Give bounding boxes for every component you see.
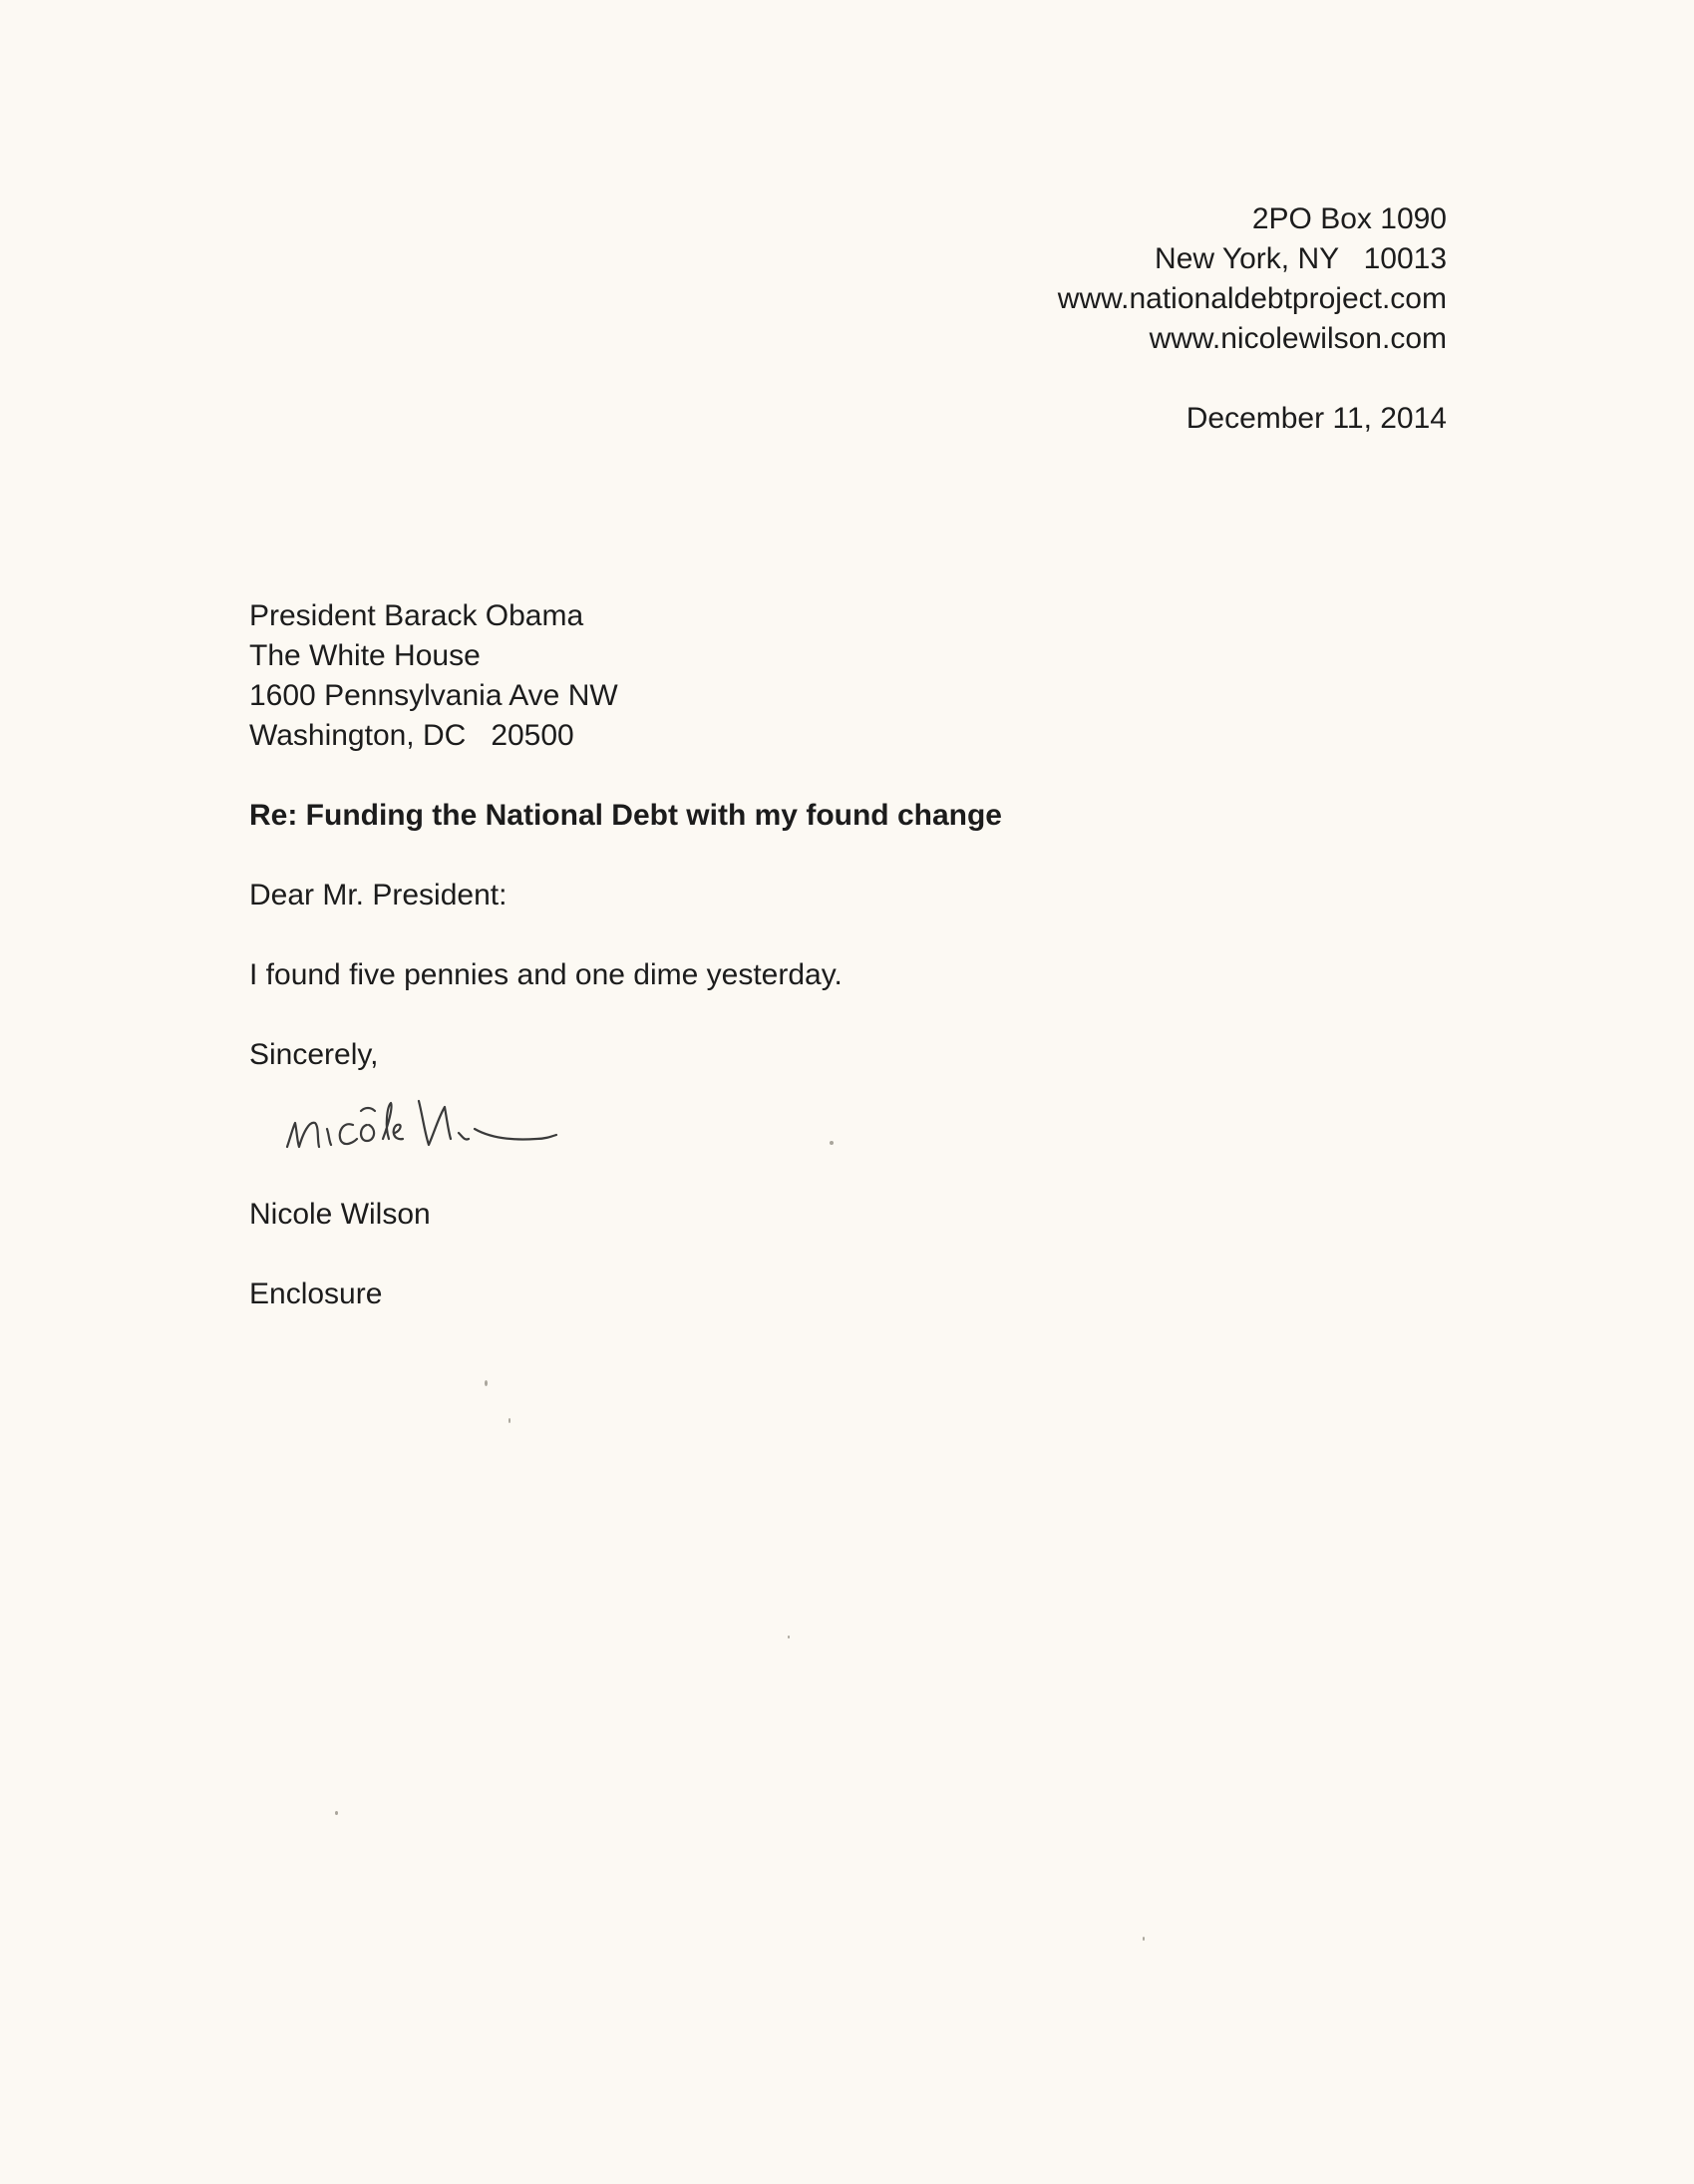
sender-address-line: www.nationaldebtproject.com <box>1057 282 1447 315</box>
sender-address-line: www.nicolewilson.com <box>1149 322 1447 355</box>
enclosure-note: Enclosure <box>249 1277 383 1310</box>
recipient-address-line: Washington, DC 20500 <box>249 719 574 752</box>
subject-line: Re: Funding the National Debt with my found change <box>249 799 1002 832</box>
paper-speck <box>335 1811 338 1815</box>
handwritten-signature <box>279 1077 598 1172</box>
paper-speck <box>830 1141 834 1145</box>
paper-speck <box>508 1418 510 1423</box>
signer-name: Nicole Wilson <box>249 1198 431 1231</box>
paper-speck <box>485 1380 488 1386</box>
paper-speck <box>788 1636 790 1638</box>
letter-body: I found five pennies and one dime yesterday. <box>249 958 843 991</box>
recipient-address <box>249 596 618 756</box>
paper-speck <box>1143 1937 1145 1941</box>
salutation: Dear Mr. President: <box>249 879 508 911</box>
recipient-address-line: The White House <box>249 639 481 672</box>
sender-address-line: 2PO Box 1090 <box>1251 202 1447 235</box>
closing: Sincerely, <box>249 1038 379 1071</box>
recipient-address-line: 1600 Pennsylvania Ave NW <box>249 679 618 712</box>
sender-address <box>1058 199 1447 359</box>
letter-date: December 11, 2014 <box>1186 402 1447 435</box>
recipient-address-line: President Barack Obama <box>249 599 584 632</box>
sender-address-line: New York, NY 10013 <box>1155 242 1447 275</box>
